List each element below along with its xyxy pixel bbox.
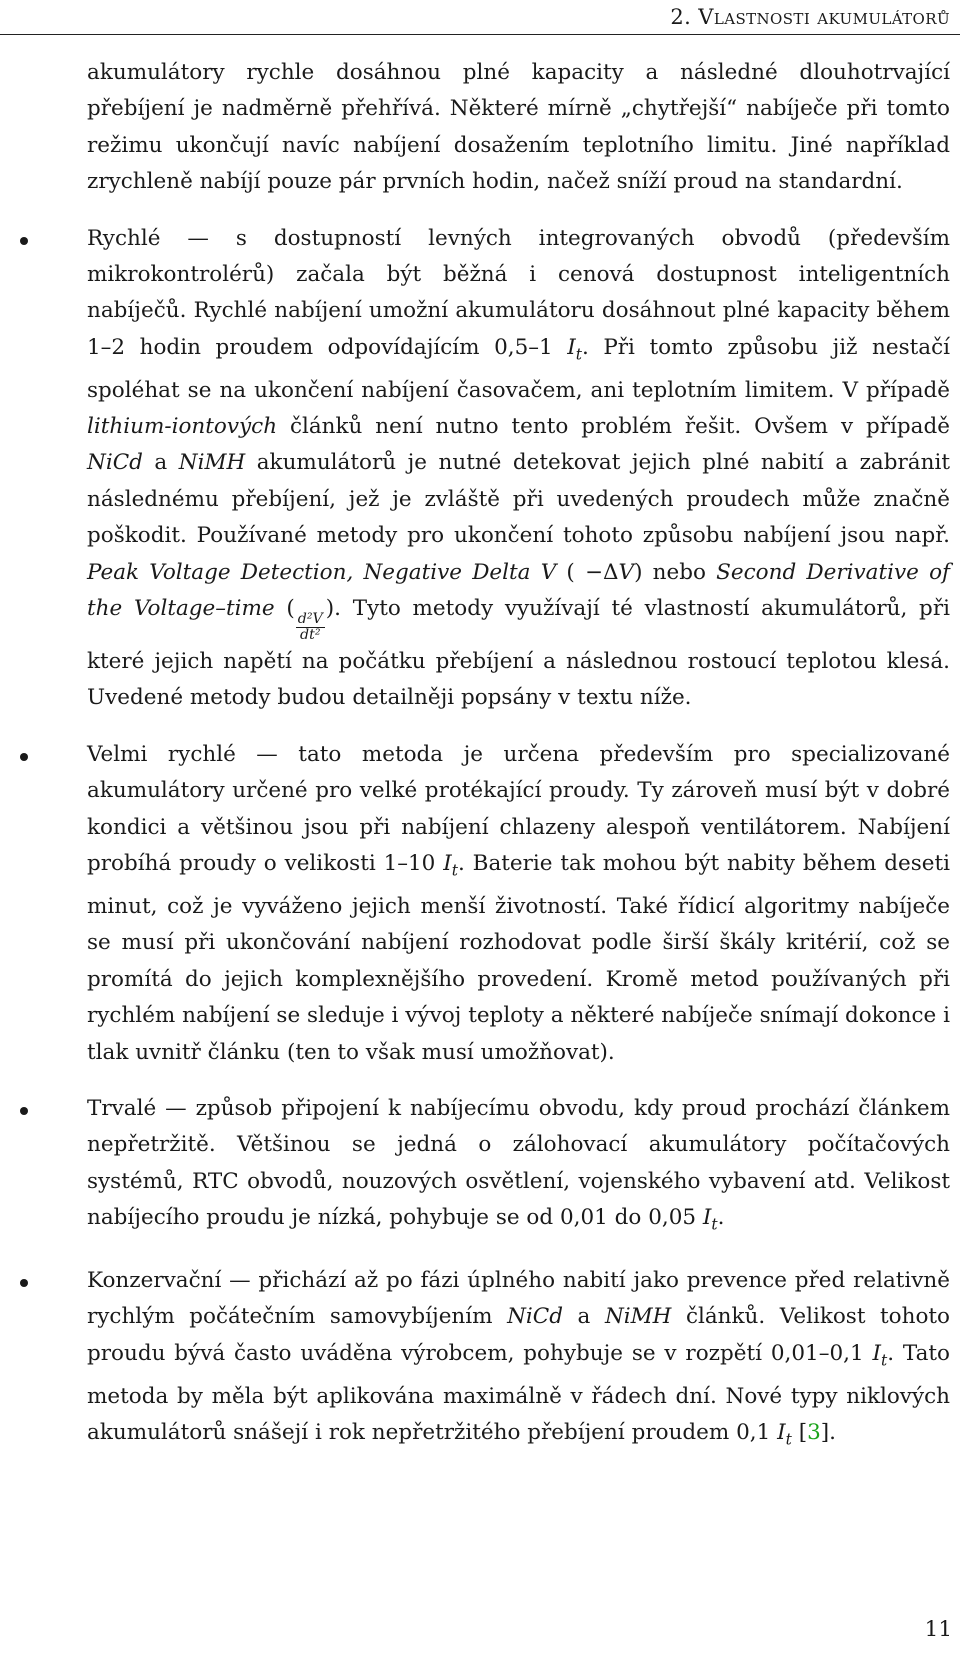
citation-link[interactable]: 3 xyxy=(807,1420,821,1446)
list-item-maintenance-charging xyxy=(87,1263,950,1458)
running-header xyxy=(0,0,960,35)
bullet-icon xyxy=(20,1279,28,1287)
derivative-fraction: $\frac{\text{d²V}}{\text{dt²}}$ xyxy=(297,610,323,644)
list-item-very-fast-charging xyxy=(87,737,950,1071)
list-item-trickle-charging xyxy=(87,1091,950,1243)
intro-paragraph: akumulátory rychle dosáhnou plné kapacity a následné dlouhotrvající přebíjení je nadměrně přehřívá. Některé mírně „chytřejší“ nabíječe při tomto režimu ukončují navíc nabíjení dosažením teplotního limitu. Jiné například zrychleně nabíjí pouze pár prvních hodin, načež sníží proud na standardní. xyxy=(87,60,950,195)
list-item-text: Rychlé — s dostupností levných integrovaných obvodů (především mikrokontrolérů) začala být běžná i cenová dostupnost inteligentních nabíječů. Rychlé nabíjení umožní akumulátoru dosáhnout plné kapacity během 1–2 hodin proudem odpovídajícím 0,5–1 $I_t$. Při tomto způsobu již nestačí spoléhat se na ukončení nabíjení časovačem, ani teplotním limitem. V případě lithium-iontových článků není nutno tento problém řešit. Ovšem v případě NiCd a NiMH akumulátorů je nutné detekovat jejich plné nabití a zabránit následnému přebíjení, jež je zvláště při uvedených proudech může značně poškodit. Používané metody pro ukončení tohoto způsobu nabíjení jsou např. Peak Voltage Detection, Negative Delta V ( −ΔV) nebo Second Derivative of the Voltage–time ( $\frac{\text{d²V}}{\text{dt²}}$ ). Tyto metody využívají té vlastností akumulátorů, při které jejich napětí na počátku přebíjení a následnou rostoucí teplotou klesá. Uvedené metody budou detailněji popsány v textu níže. xyxy=(87,225,950,711)
page-number: 11 xyxy=(924,1617,952,1642)
chapter-title: 2. Vlastnosti akumulátorů xyxy=(670,5,950,29)
bullet-icon xyxy=(20,237,28,245)
bullet-icon xyxy=(20,1107,28,1115)
list-item-text: Velmi rychlé — tato metoda je určena především pro specializované akumulátory určené pro velké protékající proudy. Ty zároveň musí být v dobré kondici a většinou jsou při nabíjení chlazeny alespoň ventilátorem. Nabíjení probíhá proudy o velikosti 1–10 $I_t$. Baterie tak mohou být nabity během deseti minut, což je vyváženo jejich menší životností. Také řídicí algoritmy nabíječe se musí při ukončování nabíjení rozhodovat podle širší škály kritérií, což se promítá do jejich komplexnějšího provedení. Kromě metod používaných při rychlém nabíjení se sleduje i vývoj teploty a některé nabíječe snímají dokonce i tlak uvnitř článku (ten to však musí umožňovat). xyxy=(87,741,950,1065)
bullet-icon xyxy=(20,753,28,761)
list-item-text: Konzervační — přichází až po fázi úplného nabití jako prevence před relativně rychlým počátečním samovybíjením NiCd a NiMH článků. Velikost tohoto proudu bývá často uváděna výrobcem, pohybuje se v rozpětí 0,01–0,1 $I_t$. Tato metoda by měla být aplikována maximálně v řádech dní. Nové typy niklových akumulátorů snášejí i rok nepřetržitého přebíjení proudem 0,1 $I_t$ [3]. xyxy=(87,1267,950,1449)
list-item-text: Trvalé — způsob připojení k nabíjecímu obvodu, kdy proud prochází článkem nepřetržitě. Většinou se jedná o zálohovací akumulátory počítačových systémů, RTC obvodů, nouzových osvětlení, vojenského vybavení atd. Velikost nabíjecího proudu je nízká, pohybuje se od 0,01 do 0,05 $I_t$. xyxy=(87,1095,950,1234)
page-body xyxy=(87,55,950,1458)
list-item-fast-charging xyxy=(87,221,950,717)
